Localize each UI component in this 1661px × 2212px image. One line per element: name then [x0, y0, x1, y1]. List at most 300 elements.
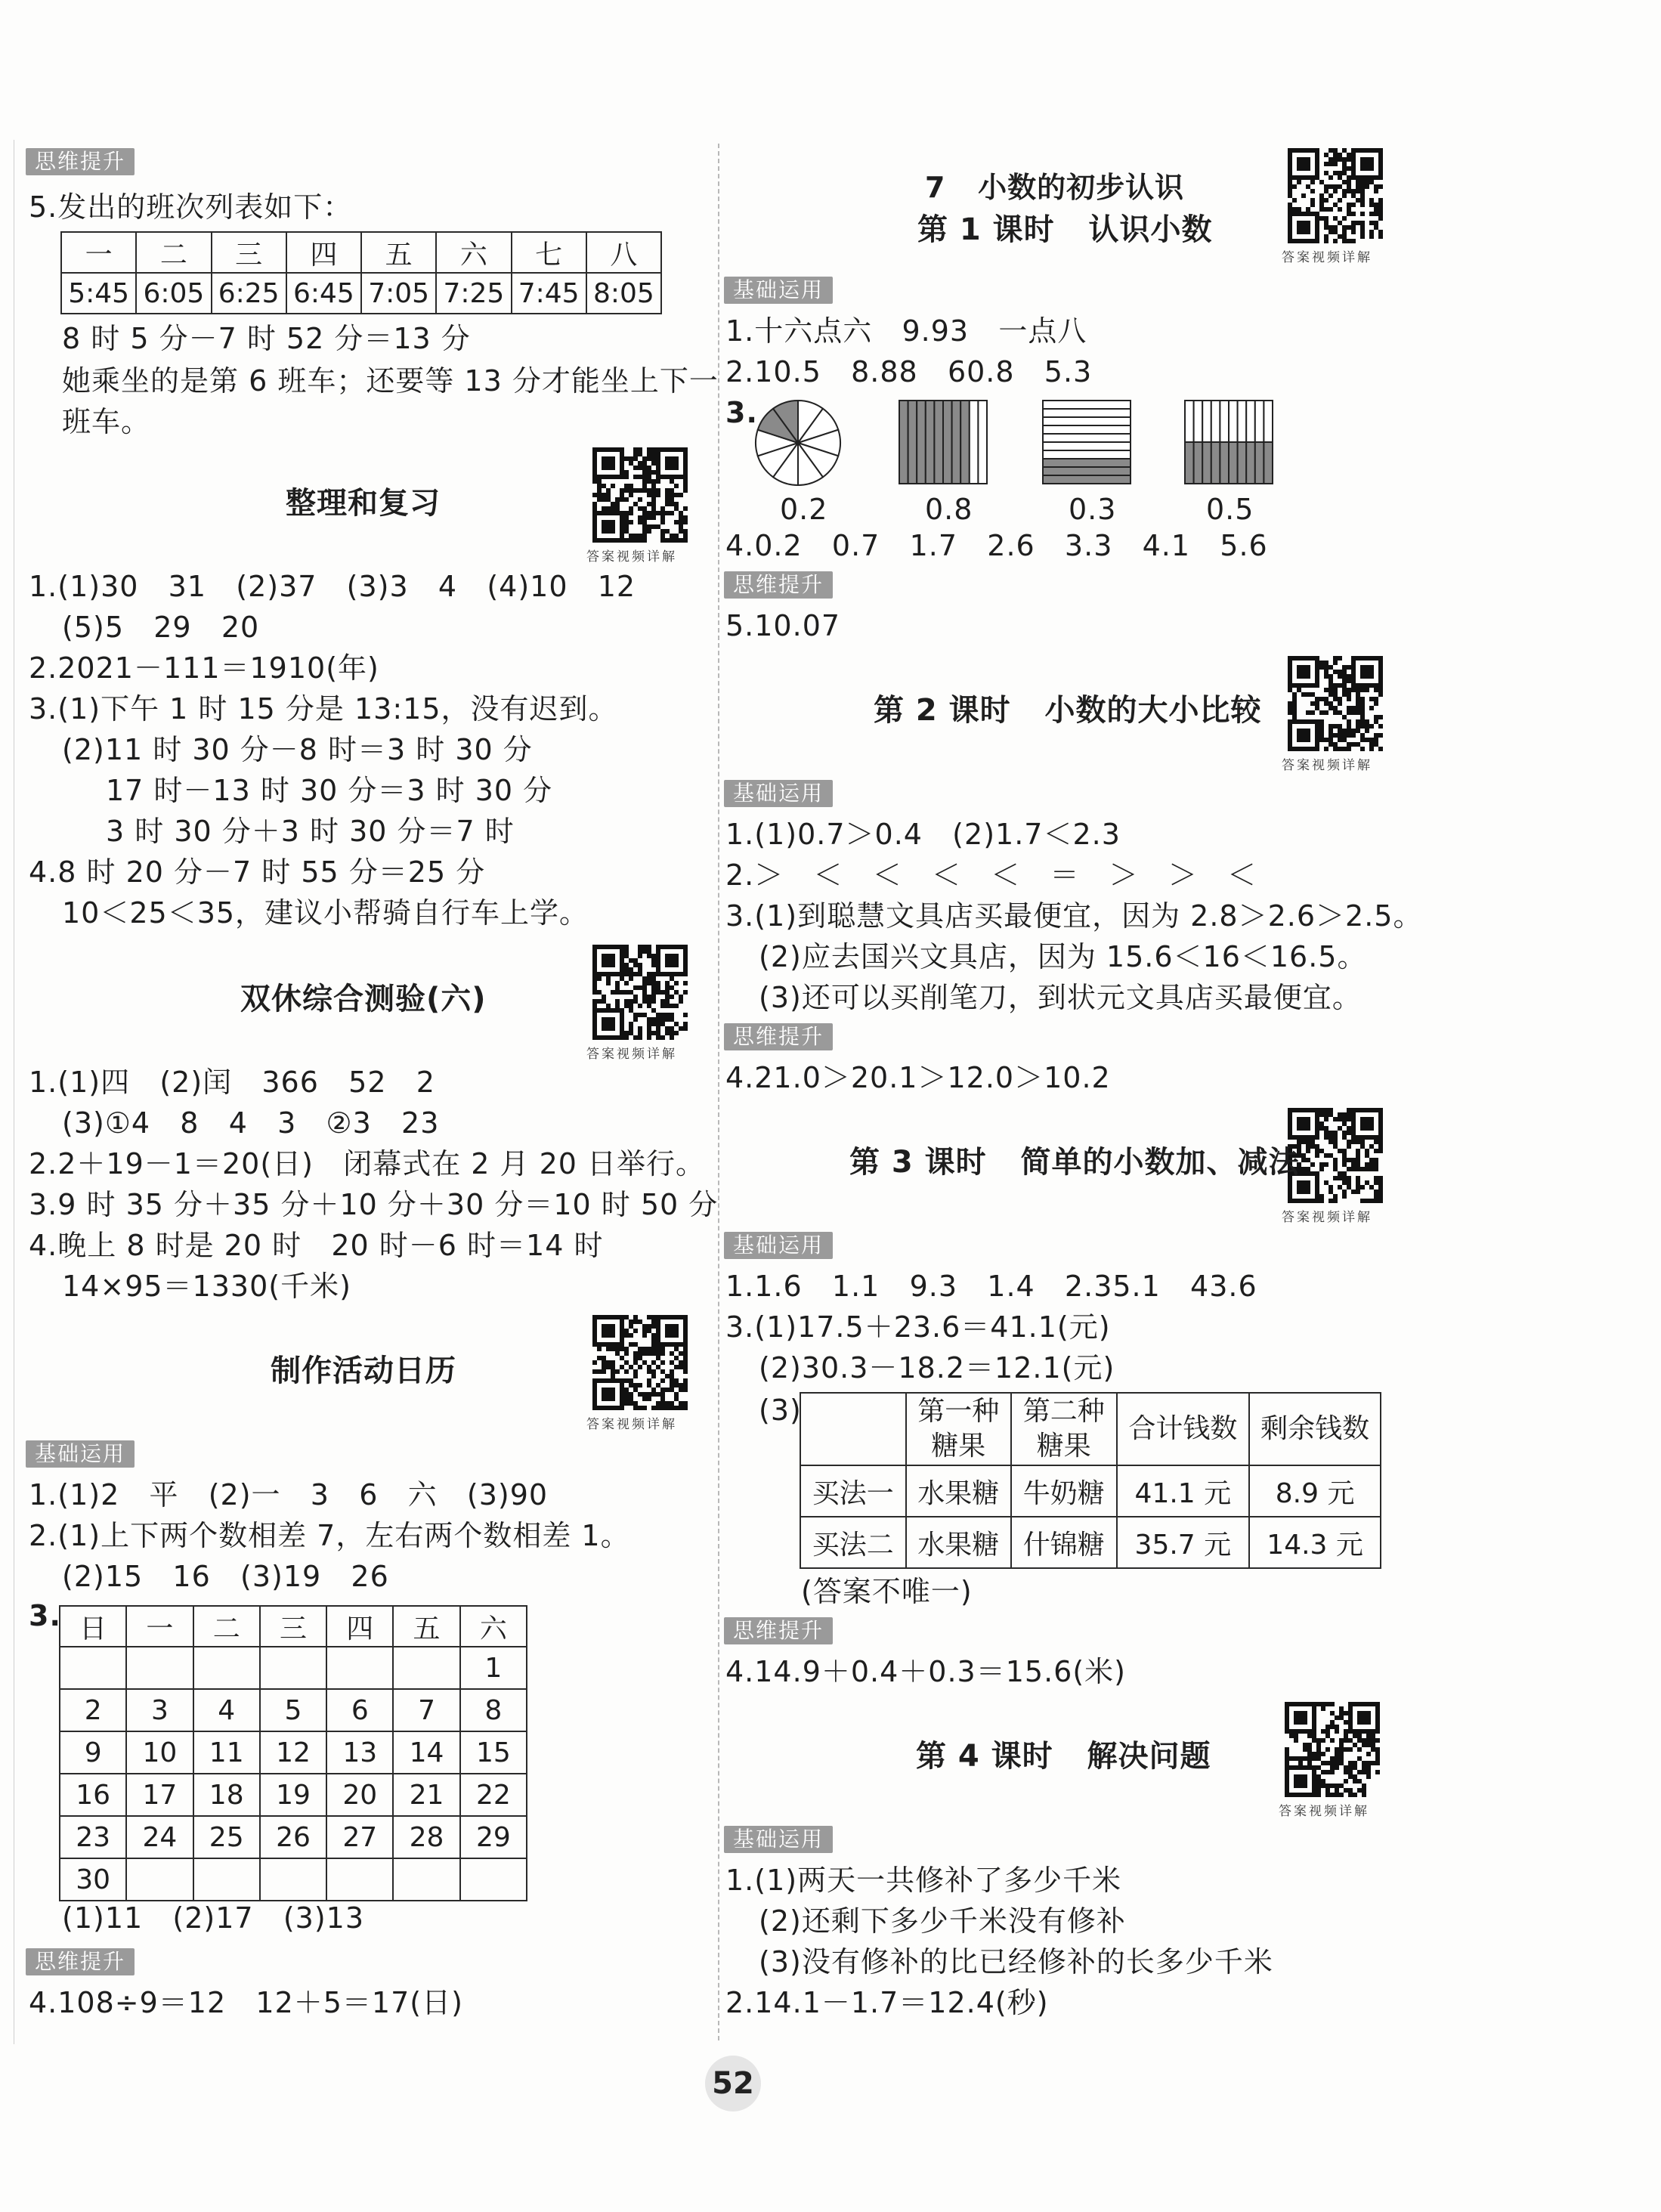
qr-module — [1333, 148, 1338, 153]
qr-module — [1375, 1711, 1380, 1715]
qr-module — [665, 1017, 670, 1022]
qr-module — [1333, 203, 1338, 207]
qr-module — [1333, 184, 1338, 189]
qr-module — [1325, 1729, 1330, 1734]
qr-module — [1378, 1140, 1383, 1144]
qr-module — [1288, 1194, 1292, 1199]
qr-module — [1307, 1761, 1312, 1765]
qr-module — [1366, 1711, 1371, 1715]
qr-module — [1306, 1149, 1310, 1153]
qr-module — [1360, 162, 1365, 166]
qr-module — [647, 452, 651, 456]
qr-module — [592, 972, 597, 976]
qr-module — [660, 515, 665, 520]
qr-module — [592, 1008, 597, 1013]
qr-module — [606, 1324, 611, 1329]
qr-module — [1338, 710, 1342, 715]
qr-module — [1347, 706, 1351, 710]
qr-module — [674, 475, 679, 479]
qr-module — [1333, 225, 1338, 230]
qr-module — [1351, 1131, 1356, 1135]
qr-module — [1328, 729, 1333, 733]
qr-module — [1297, 230, 1301, 234]
qr-module — [1306, 175, 1310, 180]
qr-module — [1315, 230, 1319, 234]
qr-module — [1335, 1715, 1339, 1720]
qr-module — [1356, 683, 1360, 688]
qr-module — [1338, 674, 1342, 679]
qr-module — [1330, 1702, 1335, 1706]
qr-module — [660, 1392, 665, 1397]
qr-module — [1316, 1756, 1321, 1761]
qr-module — [1369, 742, 1374, 747]
qr-module — [1360, 198, 1365, 203]
qr-module — [1374, 1190, 1378, 1194]
qr-module — [642, 466, 647, 470]
qr-module — [1342, 1194, 1347, 1199]
qr-module — [1333, 153, 1338, 157]
qr-module — [1288, 670, 1292, 674]
qr-module — [1294, 1774, 1298, 1779]
qr-module — [656, 1383, 660, 1388]
qr-module — [1315, 747, 1319, 751]
qr-module — [1324, 661, 1328, 665]
qr-module — [1347, 724, 1351, 729]
grid-cell — [1264, 401, 1273, 442]
qr-module — [683, 949, 688, 954]
calendar-day-cell: 24 — [126, 1816, 193, 1858]
qr-module — [651, 963, 656, 967]
qr-module — [1307, 1793, 1312, 1797]
qr-module — [660, 1004, 665, 1008]
qr-module — [638, 967, 642, 972]
candy-cell: 水果糖 — [906, 1465, 1012, 1517]
qr-module — [1342, 715, 1347, 719]
qr-module — [1378, 230, 1383, 234]
qr-module — [1365, 1117, 1369, 1121]
qr-module — [670, 1315, 674, 1319]
qr-module — [1360, 225, 1365, 230]
qr-module — [1342, 688, 1347, 692]
qr-module — [670, 497, 674, 502]
qr-module — [1297, 747, 1301, 751]
qr-module — [1288, 1131, 1292, 1135]
qr-code-icon[interactable] — [1288, 1108, 1383, 1203]
qr-module — [1351, 153, 1356, 157]
qr-module — [1285, 1765, 1289, 1770]
qr-module — [1375, 1738, 1380, 1743]
qr-module — [592, 945, 597, 949]
qr-module — [1333, 683, 1338, 688]
qr-module — [1315, 1131, 1319, 1135]
qr-module — [1360, 1185, 1365, 1190]
qr-module — [1297, 1126, 1301, 1131]
qr-module — [1369, 1167, 1374, 1171]
qr-module — [1292, 1135, 1297, 1140]
qr-module — [1297, 1135, 1301, 1140]
qr-module — [606, 958, 611, 963]
lesson2-line: 2.＞ ＜ ＜ ＜ ＜ ＝ ＞ ＞ ＜ — [725, 859, 1257, 892]
qr-module — [1347, 1112, 1351, 1117]
qr-module — [620, 1319, 624, 1324]
qr-module — [620, 461, 624, 466]
qr-module — [674, 1383, 679, 1388]
qr-module — [1333, 1158, 1338, 1162]
qr-module — [1301, 1153, 1306, 1158]
qr-module — [1351, 1190, 1356, 1194]
qr-module — [1378, 656, 1383, 661]
qr-module — [1315, 157, 1319, 162]
qr-module — [1351, 175, 1356, 180]
qr-module — [1365, 674, 1369, 679]
qr-module — [1297, 225, 1301, 230]
qr-module — [1328, 1190, 1333, 1194]
qr-module — [1338, 747, 1342, 751]
qr-module — [1330, 1784, 1335, 1788]
qr-module — [647, 1315, 651, 1319]
qr-module — [615, 990, 620, 995]
qr-module — [1324, 1117, 1328, 1121]
qr-module — [683, 479, 688, 484]
qr-module — [592, 524, 597, 529]
qr-module — [674, 502, 679, 506]
schedule-header-cell: 一 — [61, 232, 136, 273]
qr-module — [642, 1013, 647, 1017]
calendar-day-cell: 15 — [460, 1731, 527, 1774]
qr-module — [1319, 1149, 1324, 1153]
qr-module — [592, 461, 597, 466]
qr-module — [592, 1342, 597, 1347]
qr-module — [602, 1333, 606, 1338]
calendar-header-cell: 四 — [326, 1606, 393, 1647]
qr-module — [1333, 189, 1338, 193]
qr-module — [647, 470, 651, 475]
qr-module — [1310, 180, 1315, 184]
qr-module — [1324, 1180, 1328, 1185]
qr-module — [1365, 1135, 1369, 1140]
qr-module — [592, 1324, 597, 1329]
qr-module — [1312, 1793, 1316, 1797]
qr-module — [592, 1022, 597, 1026]
qr-module — [651, 502, 656, 506]
calendar-header-cell: 五 — [393, 1606, 459, 1647]
qr-module — [624, 1388, 629, 1392]
qr-module — [642, 520, 647, 524]
qr-module — [1328, 665, 1333, 670]
qr-code-icon[interactable] — [1288, 148, 1383, 243]
qr-module — [656, 524, 660, 529]
qr-module — [1297, 239, 1301, 243]
qr-module — [606, 466, 611, 470]
grid-cell — [1255, 401, 1264, 442]
qr-module — [1306, 221, 1310, 225]
qr-module — [1285, 1784, 1289, 1788]
qr-module — [1306, 738, 1310, 742]
qr-module — [1365, 724, 1369, 729]
qr-module — [1289, 1765, 1294, 1770]
review-line: 2.2021－111＝1910(年) — [29, 651, 379, 685]
calendar-header-cell: 六 — [460, 1606, 527, 1647]
qr-module — [1319, 697, 1324, 701]
qr-module — [1342, 148, 1347, 153]
qr-module — [592, 1383, 597, 1388]
qr-module — [683, 520, 688, 524]
figure-value-label: 0.5 — [1206, 493, 1254, 526]
review-line: 10＜25＜35，建议小帮骑自行车上学。 — [62, 896, 589, 930]
qr-module — [620, 963, 624, 967]
qr-module — [1288, 1117, 1292, 1121]
qr-module — [1306, 1121, 1310, 1126]
qr-module — [624, 529, 629, 534]
qr-module — [1374, 1180, 1378, 1185]
qr-module — [1319, 1199, 1324, 1203]
qr-module — [1297, 656, 1301, 661]
calendar-day-cell: 19 — [260, 1774, 326, 1816]
qr-module — [1328, 674, 1333, 679]
lesson1-q3-label: 3. — [725, 396, 758, 429]
qr-module — [1347, 747, 1351, 751]
qr-code-icon[interactable] — [592, 447, 688, 543]
qr-module — [592, 976, 597, 981]
qr-module — [620, 1026, 624, 1031]
qr-module — [1356, 688, 1360, 692]
qr-module — [1333, 230, 1338, 234]
qr-module — [1351, 230, 1356, 234]
qr-code-icon[interactable] — [1285, 1702, 1380, 1797]
qr-module — [1319, 1194, 1324, 1199]
qr-module — [638, 488, 642, 493]
qr-code-icon[interactable] — [592, 1315, 688, 1410]
qr-module — [1360, 148, 1365, 153]
qr-module — [615, 1035, 620, 1040]
qr-module — [1360, 1117, 1365, 1121]
qr-module — [651, 456, 656, 461]
qr-module — [633, 1401, 638, 1406]
qr-module — [683, 488, 688, 493]
qr-module — [1347, 1167, 1351, 1171]
qr-module — [1360, 1135, 1365, 1140]
qr-module — [611, 506, 615, 511]
qr-module — [1369, 157, 1374, 162]
qr-module — [611, 1008, 615, 1013]
qr-module — [1312, 1784, 1316, 1788]
qr-module — [620, 1401, 624, 1406]
qr-module — [670, 1004, 674, 1008]
qr-module — [683, 1329, 688, 1333]
qr-module — [1333, 688, 1338, 692]
qr-module — [620, 488, 624, 493]
qr-module — [624, 981, 629, 985]
q5-line: 8 时 5 分－7 时 52 分＝13 分 — [62, 322, 471, 355]
qr-module — [602, 958, 606, 963]
qr-module — [683, 515, 688, 520]
qr-module — [1342, 1121, 1347, 1126]
qr-module — [1369, 747, 1374, 751]
qr-module — [1374, 688, 1378, 692]
qr-module — [1328, 184, 1333, 189]
qr-module — [620, 954, 624, 958]
qr-module — [1338, 701, 1342, 706]
qr-module — [642, 1347, 647, 1351]
qr-module — [1357, 1720, 1362, 1725]
qr-module — [1360, 1108, 1365, 1112]
qr-module — [670, 972, 674, 976]
qr-module — [1344, 1711, 1348, 1715]
qr-module — [642, 511, 647, 515]
qr-module — [1378, 688, 1383, 692]
review-line: 4.8 时 20 分－7 时 55 分＝25 分 — [29, 855, 486, 889]
qr-module — [656, 488, 660, 493]
qr-module — [656, 945, 660, 949]
qr-module — [665, 1031, 670, 1035]
qr-module — [1298, 1711, 1303, 1715]
qr-module — [1342, 1158, 1347, 1162]
qr-module — [1303, 1702, 1307, 1706]
qr-module — [670, 958, 674, 963]
qr-module — [674, 534, 679, 538]
qr-module — [683, 1351, 688, 1356]
qr-module — [1369, 1121, 1374, 1126]
qr-module — [1348, 1774, 1353, 1779]
qr-module — [1315, 679, 1319, 683]
qr-module — [629, 461, 633, 466]
qr-module — [615, 447, 620, 452]
qr-module — [624, 1378, 629, 1383]
qr-module — [1366, 1761, 1371, 1765]
calendar-day-cell: 6 — [326, 1689, 393, 1731]
calendar-table — [59, 1605, 527, 1901]
qr-module — [656, 466, 660, 470]
qr-module — [1365, 162, 1369, 166]
qr-module — [1315, 738, 1319, 742]
calendar-day-cell — [326, 1858, 393, 1901]
qr-module — [633, 1356, 638, 1360]
qr-module — [606, 981, 611, 985]
qr-module — [1360, 747, 1365, 751]
qr-module — [674, 1356, 679, 1360]
qr-module — [683, 1388, 688, 1392]
qr-module — [602, 506, 606, 511]
qr-module — [1344, 1738, 1348, 1743]
qr-module — [620, 976, 624, 981]
horizontal-strip — [1043, 417, 1131, 425]
qr-module — [1342, 166, 1347, 171]
qr-code-icon[interactable] — [1288, 656, 1383, 751]
qr-module — [1333, 747, 1338, 751]
qr-module — [1315, 724, 1319, 729]
qr-module — [629, 958, 633, 963]
qr-module — [624, 1347, 629, 1351]
qr-module — [1369, 166, 1374, 171]
qr-module — [1348, 1738, 1353, 1743]
qr-module — [1315, 1117, 1319, 1121]
qr-module — [1362, 1729, 1366, 1734]
qr-module — [606, 1008, 611, 1013]
qr-module — [1328, 733, 1333, 738]
qr-module — [1301, 670, 1306, 674]
qr-module — [647, 995, 651, 999]
qr-module — [674, 958, 679, 963]
schedule-time-cell: 6:45 — [286, 273, 361, 314]
qr-module — [1351, 683, 1356, 688]
qr-module — [1339, 1761, 1344, 1765]
qr-module — [1342, 1149, 1347, 1153]
qr-module — [1315, 1135, 1319, 1140]
qr-module — [633, 1374, 638, 1378]
qr-module — [592, 479, 597, 484]
qr-module — [679, 999, 683, 1004]
vertical-strip — [899, 401, 908, 484]
qr-module — [624, 972, 629, 976]
qr-module — [611, 963, 615, 967]
lesson4-line: 2.14.1－1.7＝12.4(秒) — [725, 1986, 1049, 2019]
qr-module — [647, 949, 651, 954]
qr-module — [1342, 1180, 1347, 1185]
qr-module — [1344, 1720, 1348, 1725]
review-line: 17 时－13 时 30 分＝3 时 30 分 — [106, 774, 553, 807]
qr-module — [606, 1360, 611, 1365]
qr-module — [602, 995, 606, 999]
qr-module — [629, 484, 633, 488]
qr-module — [1369, 162, 1374, 166]
qr-module — [670, 1406, 674, 1410]
qr-module — [1328, 230, 1333, 234]
qr-module — [683, 506, 688, 511]
qr-module — [1348, 1770, 1353, 1774]
qr-module — [1324, 216, 1328, 221]
qr-module — [1366, 1765, 1371, 1770]
qr-module — [683, 1315, 688, 1319]
qr-module — [597, 484, 602, 488]
qr-module — [674, 1347, 679, 1351]
horizontal-strip — [1043, 425, 1131, 434]
qr-module — [1378, 1185, 1383, 1190]
qr-module — [1347, 1185, 1351, 1190]
qr-module — [1362, 1765, 1366, 1770]
qr-module — [1321, 1761, 1325, 1765]
qr-module — [611, 502, 615, 506]
qr-module — [611, 461, 615, 466]
qr-module — [660, 1397, 665, 1401]
qr-module — [647, 1031, 651, 1035]
qr-module — [633, 466, 638, 470]
qr-module — [592, 534, 597, 538]
qr-module — [1306, 239, 1310, 243]
qr-module — [665, 1026, 670, 1031]
qr-module — [656, 1406, 660, 1410]
qr-module — [1347, 207, 1351, 212]
qr-module — [606, 1035, 611, 1040]
qr-module — [1298, 1774, 1303, 1779]
qr-module — [670, 1383, 674, 1388]
qr-module — [1310, 1144, 1315, 1149]
qr-module — [1360, 221, 1365, 225]
qr-code-icon[interactable] — [592, 945, 688, 1040]
qr-module — [651, 1342, 656, 1347]
qr-module — [1351, 733, 1356, 738]
qr-module — [1306, 1180, 1310, 1185]
qr-module — [597, 945, 602, 949]
qr-module — [1324, 688, 1328, 692]
qr-module — [647, 945, 651, 949]
qr-module — [670, 1013, 674, 1017]
lesson4-line: (2)还剩下多少千米没有修补 — [759, 1904, 1126, 1938]
qr-module — [1353, 1729, 1357, 1734]
qr-module — [1325, 1734, 1330, 1738]
qr-module — [611, 1374, 615, 1378]
qr-module — [1330, 1765, 1335, 1770]
qr-module — [670, 1035, 674, 1040]
